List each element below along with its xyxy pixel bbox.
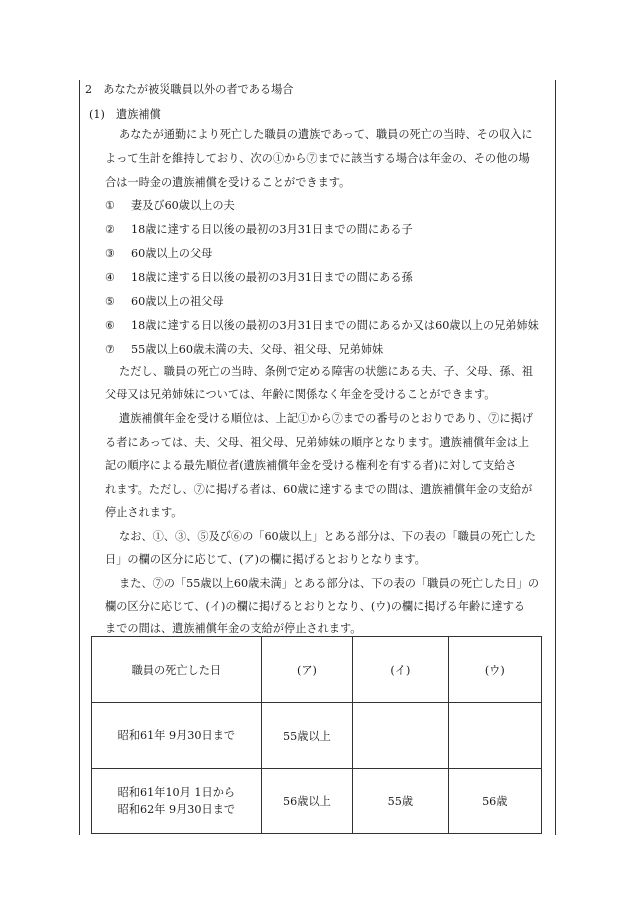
item-number: ⑤	[105, 295, 116, 308]
intro-line-3: 合は一時金の遺族補償を受けることができます。	[105, 176, 351, 189]
order-note-line-3: 記の順序による最先順位者(遺族補償年金を受ける権利を有する者)に対して支給さ	[105, 459, 517, 472]
list-item	[105, 271, 413, 285]
cell-u	[448, 703, 541, 769]
cell-a: 55歳以上	[261, 703, 352, 769]
date-line: 昭和61年 9月30日まで	[117, 729, 236, 742]
list-item	[105, 199, 235, 213]
item-text: 18歳に達する日以後の最初の3月31日までの間にある孫	[131, 271, 413, 284]
intro-line-2: よって生計を維持しており、次の①から⑦までに該当する場合は年金の、その他の場	[105, 152, 530, 165]
cell-death-date	[92, 703, 262, 769]
cell-u: 56歳	[448, 769, 541, 834]
age-table	[91, 636, 542, 834]
frame-right-border	[555, 80, 556, 835]
order-note-line-5: 停止されます。	[105, 506, 183, 519]
item-number: ②	[105, 223, 116, 236]
cell-a: 56歳以上	[261, 769, 352, 834]
list-item	[105, 319, 539, 333]
order-note-line-1: 遺族補償年金を受ける順位は、上記①から⑦までの番号のとおりであり、⑦に掲げ	[119, 412, 533, 425]
list-item	[105, 247, 212, 261]
item-text: 60歳以上の父母	[131, 247, 213, 260]
header-a: (ア)	[261, 637, 352, 703]
cell-death-date	[92, 769, 262, 834]
table-header-row	[92, 637, 542, 703]
order-note-line-2: る者にあっては、夫、父母、祖父母、兄弟姉妹の順序となります。遺族補償年金は上	[105, 436, 530, 449]
table-row	[92, 703, 542, 769]
subsection-heading: (1) 遺族補償	[89, 108, 161, 121]
disability-note-line-1: ただし、職員の死亡の当時、条例で定める障害の状態にある夫、子、父母、孫、祖	[119, 365, 533, 378]
item-text: 60歳以上の祖父母	[131, 295, 224, 308]
table-row	[92, 769, 542, 834]
age55-note-line-2: 欄の区分に応じて、(イ)の欄に掲げるとおりとなり、(ウ)の欄に掲げる年齢に達する	[105, 600, 525, 613]
header-u: (ウ)	[448, 637, 541, 703]
item-number: ①	[105, 199, 116, 212]
list-item	[105, 223, 413, 237]
item-text: 55歳以上60歳未満の夫、父母、祖父母、兄弟姉妹	[131, 343, 384, 356]
age60-note-line-2: 日」の欄の区分に応じて、(ア)の欄に掲げるとおりとなります。	[105, 553, 426, 566]
item-number: ⑥	[105, 319, 116, 332]
item-text: 18歳に達する日以後の最初の3月31日までの間にあるか又は60歳以上の兄弟姉妹	[131, 319, 539, 332]
item-text: 18歳に達する日以後の最初の3月31日までの間にある子	[131, 223, 413, 236]
cell-i	[353, 703, 448, 769]
cell-i: 55歳	[353, 769, 448, 834]
section-heading: 2 あなたが被災職員以外の者である場合	[85, 83, 294, 96]
item-number: ⑦	[105, 343, 116, 356]
item-text: 妻及び60歳以上の夫	[131, 199, 235, 212]
date-line: 昭和62年 9月30日まで	[117, 803, 236, 816]
header-i: (イ)	[353, 637, 448, 703]
frame-left-border	[79, 80, 80, 835]
age55-note-line-1: また、⑦の「55歳以上60歳未満」とある部分は、下の表の「職員の死亡した日」の	[119, 577, 540, 590]
disability-note-line-2: 父母又は兄弟姉妹については、年齢に関係なく年金を受けることができます。	[105, 388, 496, 401]
item-number: ④	[105, 271, 116, 284]
header-death-date: 職員の死亡した日	[92, 637, 262, 703]
list-item	[105, 295, 224, 309]
order-note-line-4: れます。ただし、⑦に掲げる者は、60歳に達するまでの間は、遺族補償年金の支給が	[105, 483, 533, 496]
intro-line-1: あなたが通勤により死亡した職員の遺族であって、職員の死亡の当時、その収入に	[119, 128, 533, 141]
date-line: 昭和61年10月 1日から	[117, 786, 236, 799]
age55-note-line-3: までの間は、遺族補償年金の支給が停止されます。	[105, 622, 362, 635]
item-number: ③	[105, 247, 116, 260]
list-item	[105, 343, 383, 357]
age60-note-line-1: なお、①、③、⑤及び⑥の「60歳以上」とある部分は、下の表の「職員の死亡した	[119, 530, 536, 543]
